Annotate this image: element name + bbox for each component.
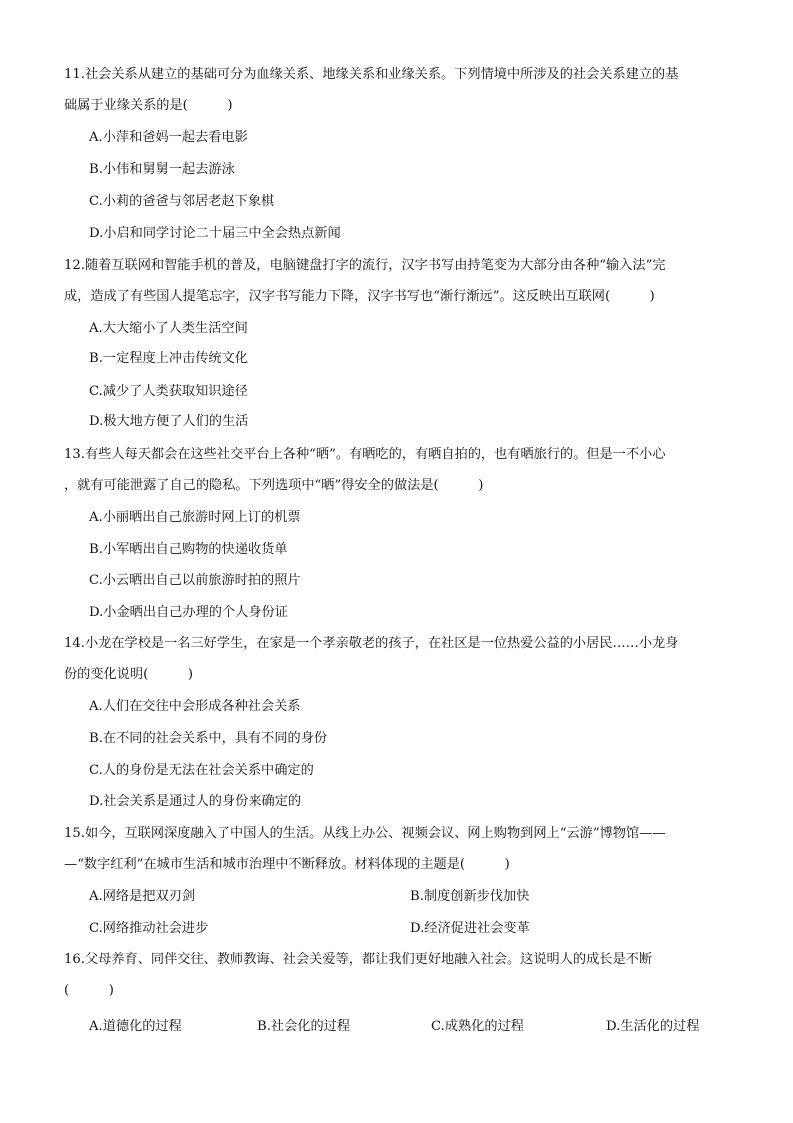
q16-stem-line1: 16.父母养育、同伴交往、教师教诲、社会关爱等，都让我们更好地融入社会。这说明人的成长是不断: [64, 952, 653, 967]
q12-stem-line2: 成，造成了有些国人提笔忘字，汉字书写能力下降，汉字书写也“渐行渐远”。这反映出互联网( ): [64, 289, 655, 304]
q13-option-a: A.小丽晒出自己旅游时网上订的机票: [89, 510, 301, 525]
q11-option-c: C.小莉的爸爸与邻居老赵下象棋: [89, 194, 275, 209]
q13-stem-line1: 13.有些人每天都会在这些社交平台上各种“晒”。有晒吃的，有晒自拍的，也有晒旅行的。但是一不小心: [64, 447, 666, 462]
q14-stem-line2: 份的变化说明( ): [64, 667, 193, 682]
q12-option-a: A.大大缩小了人类生活空间: [89, 321, 248, 336]
q13-stem-line2: ，就有可能泄露了自己的隐私。下列选项中“晒”得安全的做法是( ): [64, 478, 484, 493]
q15-stem-line2: —“数字红利”在城市生活和城市治理中不断释放。材料体现的主题是( ): [64, 857, 510, 872]
q14-option-d: D.社会关系是通过人的身份来确定的: [89, 794, 302, 809]
q14-option-c: C.人的身份是无法在社会关系中确定的: [89, 763, 314, 778]
q14-option-a: A.人们在交往中会形成各种社会关系: [89, 699, 301, 714]
q11-stem-line1: 11.社会关系从建立的基础可分为血缘关系、地缘关系和业缘关系。下列情境中所涉及的社会关系建立的基: [64, 67, 679, 82]
q11-option-a: A.小萍和爸妈一起去看电影: [89, 130, 248, 145]
q16-option-b: B.社会化的过程: [257, 1019, 351, 1034]
q12-option-c: C.减少了人类获取知识途径: [89, 384, 248, 399]
q16-option-c: C.成熟化的过程: [431, 1019, 524, 1034]
q11-stem-line2: 础属于业缘关系的是( ): [64, 98, 233, 113]
q13-option-d: D.小金晒出自己办理的个人身份证: [89, 605, 288, 620]
q15-option-b: B.制度创新步伐加快: [410, 889, 530, 904]
q13-option-b: B.小军晒出自己购物的快递收货单: [89, 542, 288, 557]
q16-option-a: A.道德化的过程: [89, 1019, 182, 1034]
q14-stem-line1: 14.小龙在学校是一名三好学生，在家是一个孝亲敬老的孩子，在社区是一位热爱公益的小居民……小龙身: [64, 636, 679, 651]
q15-option-c: C.网络推动社会进步: [89, 921, 209, 936]
q13-option-c: C.小云晒出自己以前旅游时拍的照片: [89, 573, 301, 588]
q16-option-d: D.生活化的过程: [606, 1019, 700, 1034]
q15-option-a: A.网络是把双刃剑: [89, 889, 196, 904]
q15-option-d: D.经济促进社会变革: [410, 921, 530, 936]
q14-option-b: B.在不同的社会关系中，具有不同的身份: [89, 731, 328, 746]
q12-option-d: D.极大地方便了人们的生活: [89, 414, 249, 429]
q11-option-b: B.小伟和舅舅一起去游泳: [89, 162, 235, 177]
q11-option-d: D.小启和同学讨论二十届三中全会热点新闻: [89, 226, 341, 241]
q15-stem-line1: 15.如今，互联网深度融入了中国人的生活。从线上办公、视频会议、网上购物到网上“云游”博物馆——: [64, 826, 666, 841]
q12-stem-line1: 12.随着互联网和智能手机的普及，电脑键盘打字的流行，汉字书写由持笔变为大部分由各种“输入法”完: [64, 258, 666, 273]
q12-option-b: B.一定程度上冲击传统文化: [89, 351, 248, 366]
q16-stem-line2: ( ): [64, 983, 114, 998]
